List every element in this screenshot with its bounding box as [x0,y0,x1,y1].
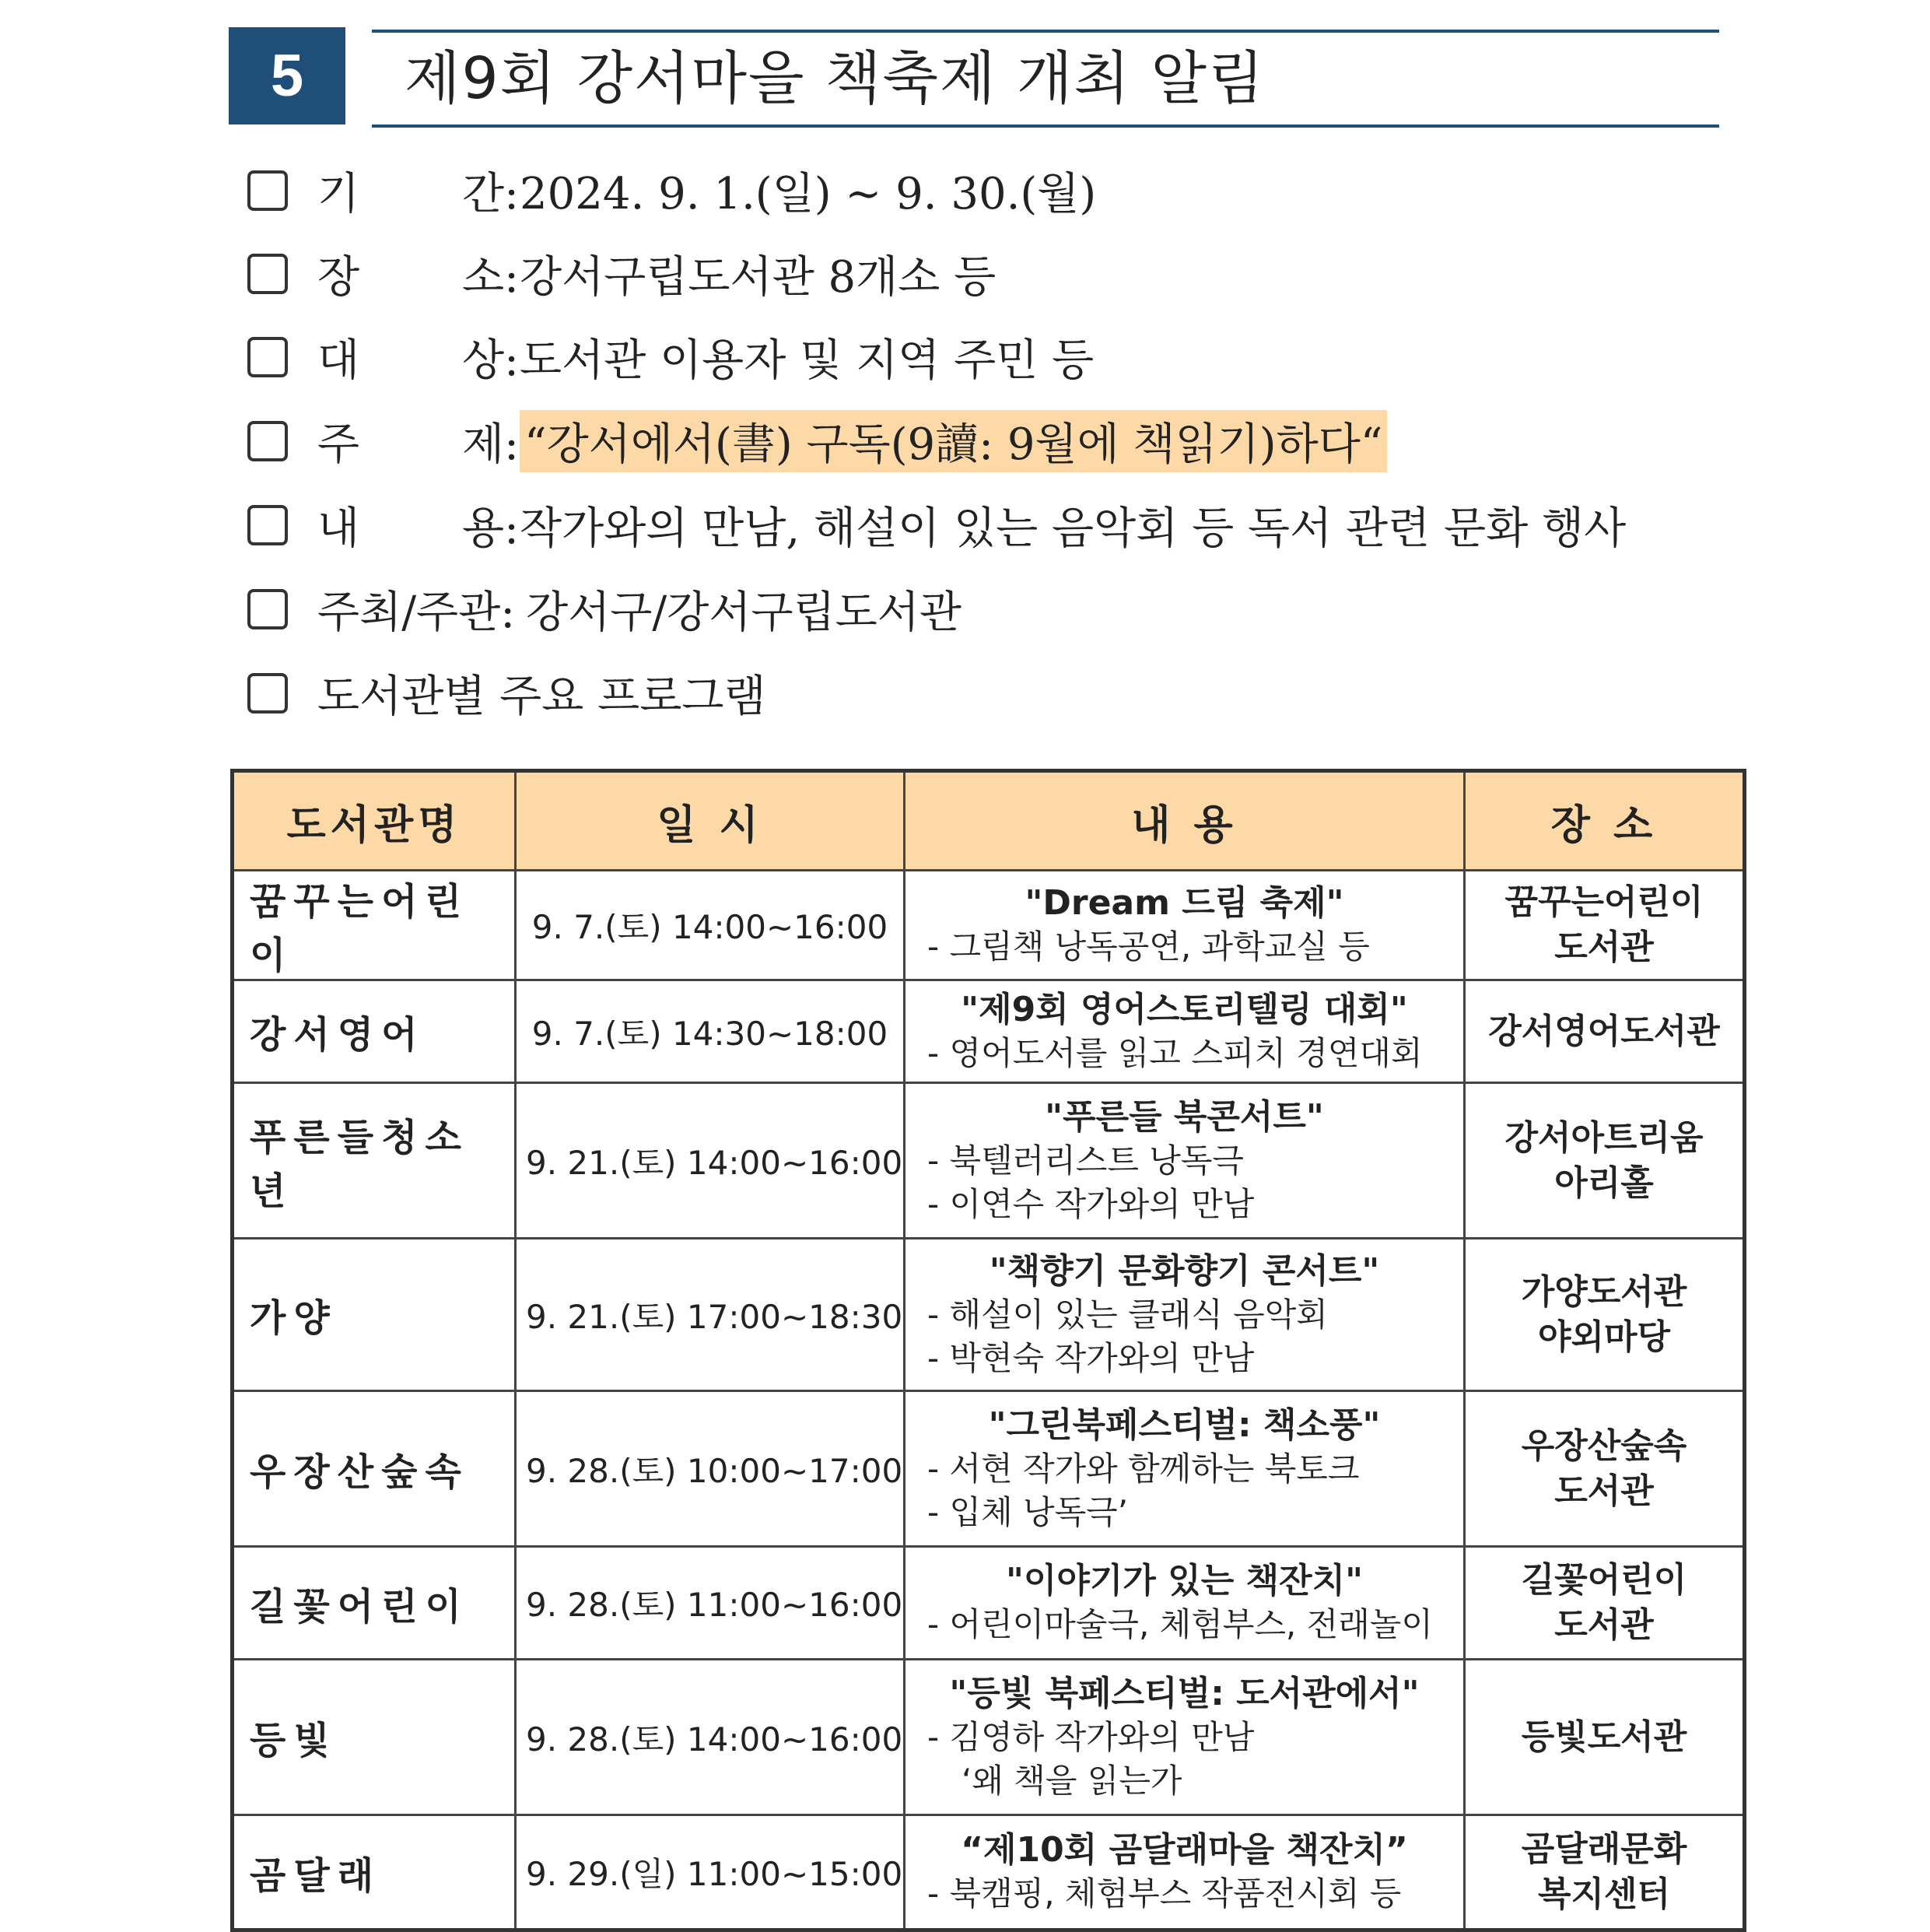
info-value-audience: 도서관 이용자 및 지역 주민 등 [520,335,1095,386]
info-value-venue: 강서구립도서관 8개소 등 [520,252,997,303]
event-place [1465,1083,1745,1239]
checkbox-audience[interactable] [247,337,288,377]
event-detail: ‘왜 책을 읽는가 [961,1761,1182,1800]
header-place: 장 소 [1465,771,1745,871]
header-bottom-rule [372,124,1719,128]
event-place [1465,1547,1745,1660]
checkbox-programs[interactable] [247,673,288,714]
library-name: 가양 [233,1239,516,1391]
place-line: 도서관 [1554,927,1654,967]
event-title: "책향기 문화향기 콘서트" [989,1250,1380,1291]
event-detail: - 김영하 작가와의 만남 [927,1717,1255,1756]
info-label-suffix: 소: [462,252,519,303]
info-row-programs [247,658,766,728]
info-row-host [247,574,961,644]
event-datetime: 9. 21.(토) 14:00~16:00 [516,1083,905,1239]
info-value-period: 2024. 9. 1.(일) ~ 9. 30.(월) [520,169,1097,219]
program-table [230,769,1746,1932]
info-value-content: 작가와의 만남, 해설이 있는 음악회 등 독서 관련 문화 행사 [520,503,1627,554]
table-row [233,1547,1745,1660]
info-row-theme [247,406,1387,476]
info-row-period [247,156,1096,226]
place-line: 아리홀 [1554,1162,1654,1203]
library-name: 강서영어 [233,980,516,1083]
event-title: "그린북페스티벌: 책소풍" [988,1404,1381,1445]
event-place [1465,1391,1745,1547]
event-content [905,1660,1465,1815]
library-name: 우장산숲속 [233,1391,516,1547]
event-detail: - 영어도서를 읽고 스피치 경연대회 [927,1033,1423,1072]
info-label-suffix: 상: [462,335,519,386]
event-detail: - 해설이 있는 클래식 음악회 [927,1295,1328,1334]
event-detail: - 북캠핑, 체험부스 작품전시회 등 [927,1874,1402,1913]
library-name: 꿈꾸는어린이 [233,871,516,980]
place-line: 길꽃어린이 [1521,1560,1687,1600]
info-label: 장 [317,252,360,303]
info-row-venue [247,239,996,309]
info-label-suffix: 용: [462,503,519,554]
table-row [233,980,1745,1083]
table-header-row [233,771,1745,871]
event-detail: - 북텔러리스트 낭독극 [927,1141,1245,1180]
event-place [1465,980,1745,1083]
place-line: 곰달래문화 [1521,1829,1687,1869]
place-line: 강서아트리움 [1504,1117,1704,1158]
info-label: 대 [317,335,360,386]
library-name: 길꽃어린이 [233,1547,516,1660]
section-header [0,0,1930,136]
event-place [1465,1239,1745,1391]
place-line: 가양도서관 [1521,1271,1687,1312]
event-datetime: 9. 21.(토) 17:00~18:30 [516,1239,905,1391]
place-line: 도서관 [1554,1605,1654,1645]
header-top-rule [372,30,1719,33]
section-number-badge: 5 [229,27,345,124]
place-line: 강서영어도서관 [1488,1011,1720,1051]
event-content [905,1083,1465,1239]
info-label: 주최/주관: [317,587,516,638]
info-label: 기 [317,169,360,219]
info-value-host: 강서구/강서구립도서관 [526,587,961,638]
event-title: "Dream 드림 축제" [1025,883,1344,923]
event-detail: - 어린이마술극, 체험부스, 전래놀이 [927,1605,1433,1643]
place-line: 복지센터 [1537,1874,1670,1914]
place-line: 등빛도서관 [1521,1716,1687,1757]
event-content [905,1239,1465,1391]
table-row [233,1815,1745,1930]
table-row [233,1391,1745,1547]
event-place [1465,871,1745,980]
table-row [233,1083,1745,1239]
event-detail: - 이연수 작가와의 만남 [927,1184,1255,1223]
event-content [905,1547,1465,1660]
info-row-audience [247,322,1094,392]
event-datetime: 9. 29.(일) 11:00~15:00 [516,1815,905,1930]
info-label-suffix: 제: [462,419,519,470]
info-value-theme: “강서에서(書) 구독(9讀: 9월에 책읽기)하다“ [520,410,1387,472]
header-content: 내 용 [905,771,1465,871]
event-content [905,980,1465,1083]
event-title: “제10회 곰달래마을 책잔치” [961,1830,1408,1870]
info-row-content [247,490,1626,560]
checkbox-venue[interactable] [247,254,288,294]
event-place [1465,1815,1745,1930]
event-detail: - 입체 낭독극’ [927,1492,1129,1531]
info-label-suffix: 간: [462,169,519,219]
info-label: 내 [317,503,360,554]
event-detail: - 서현 작가와 함께하는 북토크 [927,1449,1360,1488]
event-datetime: 9. 28.(토) 11:00~16:00 [516,1547,905,1660]
table-row [233,871,1745,980]
library-name: 등빛 [233,1660,516,1815]
event-content [905,1815,1465,1930]
table-row [233,1660,1745,1815]
place-line: 야외마당 [1537,1317,1670,1357]
place-line: 꿈꾸는어린이 [1504,882,1704,922]
event-datetime: 9. 7.(토) 14:00~16:00 [516,871,905,980]
event-datetime: 9. 28.(토) 10:00~17:00 [516,1391,905,1547]
event-title: "제9회 영어스토리텔링 대회" [961,989,1408,1029]
event-title: "푸른들 북콘서트" [1045,1096,1324,1137]
info-label: 주 [317,419,360,470]
info-label: 도서관별 주요 프로그램 [317,671,766,722]
library-name: 곰달래 [233,1815,516,1930]
page-title: 제9회 강서마을 책축제 개최 알림 [405,45,1266,112]
library-name: 푸른들청소년 [233,1083,516,1239]
event-datetime: 9. 28.(토) 14:00~16:00 [516,1660,905,1815]
event-detail: - 그림책 낭독공연, 과학교실 등 [927,927,1370,966]
event-detail: - 박현숙 작가와의 만남 [927,1338,1255,1377]
checkbox-host[interactable] [247,589,288,629]
place-line: 우장산숲속 [1521,1425,1687,1466]
event-title: "등빛 북페스티벌: 도서관에서" [949,1673,1420,1713]
event-datetime: 9. 7.(토) 14:30~18:00 [516,980,905,1083]
header-library: 도서관명 [233,771,516,871]
table-row [233,1239,1745,1391]
checkbox-period[interactable] [247,170,288,211]
place-line: 도서관 [1554,1471,1654,1511]
header-datetime: 일 시 [516,771,905,871]
event-content [905,1391,1465,1547]
checkbox-theme[interactable] [247,421,288,461]
checkbox-content[interactable] [247,505,288,545]
event-content [905,871,1465,980]
event-place [1465,1660,1745,1815]
event-title: "이야기가 있는 책잔치" [1005,1561,1364,1601]
